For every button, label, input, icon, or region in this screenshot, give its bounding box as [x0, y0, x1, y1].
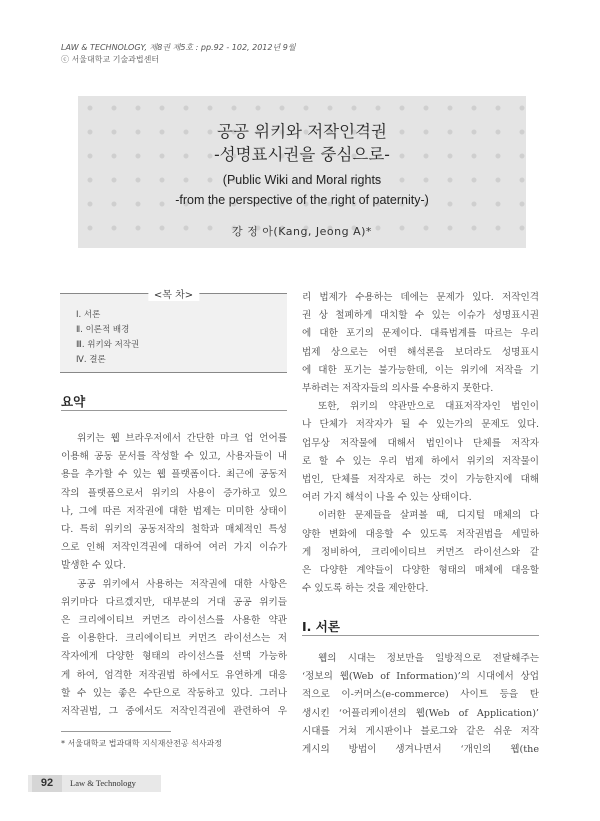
table-of-contents — [60, 290, 287, 373]
journal-line-2: ⓒ 서울대학교 기술과법센터 — [61, 55, 160, 64]
introduction-heading-rule — [302, 635, 539, 636]
abstract-paragraph-cont — [302, 289, 539, 380]
text-line: 용을 추가할 수 있는 웹 플랫폼이다. 최근에 공동저 — [61, 469, 287, 481]
text-line: 작의 플랫폼으로서 위키의 사용이 증가하고 있으 — [61, 487, 287, 499]
abstract-heading: 요약 — [61, 394, 86, 409]
text-line: 은 다양한 계약들이 다양한 형태의 매체에 대응할 — [302, 565, 539, 577]
text-line: 부하려는 저작자들의 의사를 수용하지 못한다. — [302, 383, 494, 395]
english-title-line-2: -from the perspective of the right of paternity-) — [175, 193, 429, 207]
abstract-paragraph-end — [302, 489, 539, 507]
toc-item: Ⅱ. 이론적 배경 — [76, 325, 130, 335]
text-line: 위키마다 다르겠지만, 대부분의 거대 공공 위키들 — [61, 596, 287, 608]
text-line: 다. 특히 위키의 공동저작의 철학과 매체적인 특성 — [61, 524, 287, 536]
toc-item: Ⅰ. 서론 — [76, 310, 101, 320]
text-line: 할 수 있는 좋은 수단으로 작동하고 있다. 그러나 — [61, 687, 287, 699]
abstract-paragraph — [61, 576, 287, 594]
text-line: ‘정보의 웹(Web of Information)’의 시대에서 상업 — [302, 671, 539, 683]
abstract-paragraph — [61, 430, 287, 448]
text-line: 을 이용한다. 크리에이티브 커먼즈 라이선스는 저 — [61, 633, 287, 645]
text-line: 나, 그에 따른 저작권에 대한 법제는 미미한 상태이 — [61, 505, 287, 517]
text-line: 또한, 위키의 약관만으로 대표저작자인 법인이 — [318, 401, 539, 413]
text-line: 적으로 이-커머스(e-commerce) 사이트 등을 탄 — [302, 689, 539, 701]
abstract-body-right — [302, 289, 539, 598]
abstract-paragraph-end — [302, 380, 539, 398]
abstract-heading-rule — [61, 410, 287, 411]
text-line: 웹의 시대는 정보만을 일방적으로 전달해주는 — [318, 653, 539, 664]
introduction-body — [302, 650, 539, 759]
text-line: 법제 상으로는 어떤 해석론을 보더라도 성명표시 — [302, 346, 539, 358]
text-line: 으로 인해 저작인격권에 대하여 여러 가지 이슈가 — [61, 542, 287, 554]
text-line: 업무상 저작물에 대해서 법인이나 단체를 저작자 — [302, 437, 539, 449]
introduction-heading: Ⅰ. 서론 — [302, 619, 340, 634]
intro-paragraph — [302, 650, 539, 668]
footnote-rule — [61, 731, 171, 732]
text-line: 발생한 수 있다. — [61, 560, 126, 572]
title-box — [78, 96, 526, 248]
intro-paragraph-cont — [302, 668, 539, 759]
footer-journal-name: Law & Technology — [70, 778, 136, 788]
text-line: 생시킨 ‘어플리케이션의 웹(Web of Application)’ — [302, 707, 539, 719]
journal-line-1: LAW & TECHNOLOGY, 제8권 제5호 : pp.92 - 102, 2012년 9월 — [61, 43, 296, 52]
abstract-paragraph-cont — [302, 416, 539, 489]
text-line: 에 대한 포기는 불가능한데, 이는 위키에 저작을 기 — [302, 364, 539, 376]
footnote: * 서울대학교 법과대학 지식재산전공 석사과정 — [61, 739, 223, 748]
abstract-paragraph-end — [302, 580, 539, 598]
text-line: 이러한 문제들을 살펴볼 때, 디지털 매체의 다 — [318, 510, 539, 522]
korean-title-line-2: -성명표시권을 중심으로- — [214, 145, 390, 164]
text-line: 법인, 단체를 저작자로 하는 것이 가능한지에 대해 — [302, 474, 539, 486]
text-line: 게 하여, 엄격한 저작권법 하에서도 유연하게 대응 — [61, 669, 287, 681]
text-line: 은 크리에이티브 커먼즈 라이선스를 사용한 약관 — [61, 615, 287, 627]
text-line: 나 단체가 저작자가 될 수 있는가의 문제도 있다. — [302, 419, 539, 431]
text-line: 저작권법, 그 중에서도 저작인격권에 관련하여 우 — [61, 706, 287, 718]
text-line: 게시의 방법이 생겨나면서 ‘개인의 웹(the — [302, 744, 539, 756]
author: 강 정 아(Kang, Jeong A)* — [232, 225, 372, 238]
text-line: 로 할 수 있는 우리 법제 하에서 위키의 저작물이 — [302, 455, 539, 467]
abstract-paragraph — [302, 398, 539, 416]
abstract-paragraph-end — [61, 557, 287, 575]
english-title-line-1: (Public Wiki and Moral rights — [222, 173, 382, 187]
toc-item: Ⅳ. 결론 — [76, 355, 106, 365]
text-line: 게 정비하여, 크리에이티브 커먼즈 라이선스와 같 — [302, 546, 539, 558]
abstract-paragraph-cont — [61, 448, 287, 557]
toc-title: <목 차> — [148, 286, 199, 301]
text-line: 공공 위키에서 사용하는 저작권에 대한 사항은 — [77, 578, 287, 590]
abstract-body-left — [61, 430, 287, 721]
abstract-paragraph-cont — [61, 594, 287, 721]
text-line: 위키는 웹 브라우저에서 간단한 마크 업 언어를 — [77, 433, 287, 444]
korean-title-line-1: 공공 위키와 저작인격권 — [217, 122, 387, 141]
text-line: 시대를 거쳐 게시판이나 블로그와 같은 쉬운 저작 — [302, 725, 539, 737]
abstract-paragraph-cont — [302, 526, 539, 581]
page-number: 92 — [32, 775, 62, 792]
text-line: 여러 가지 해석이 나올 수 있는 상태이다. — [302, 492, 472, 504]
abstract-paragraph — [302, 507, 539, 525]
toc-item: Ⅲ. 위키와 저작권 — [76, 340, 140, 350]
text-line: 에 대한 포기의 문제이다. 대륙법계를 따르는 우리 — [302, 328, 539, 340]
text-line: 리 법제가 수용하는 데에는 문제가 있다. 저작인격 — [302, 292, 539, 303]
text-line: 이용해 공동 문서를 작성할 수 있고, 사용자들이 내 — [61, 451, 287, 463]
text-line: 수 있도록 하는 것을 제안한다. — [302, 583, 429, 595]
text-line: 권 상 철폐하게 대치할 수 있는 이슈가 성명표시권 — [302, 310, 539, 322]
text-line: 양한 변화에 대응할 수 있도록 저작권법을 세밀하 — [302, 528, 539, 540]
text-line: 작자에게 다양한 형태의 라이선스를 선택 가능하 — [61, 651, 287, 663]
